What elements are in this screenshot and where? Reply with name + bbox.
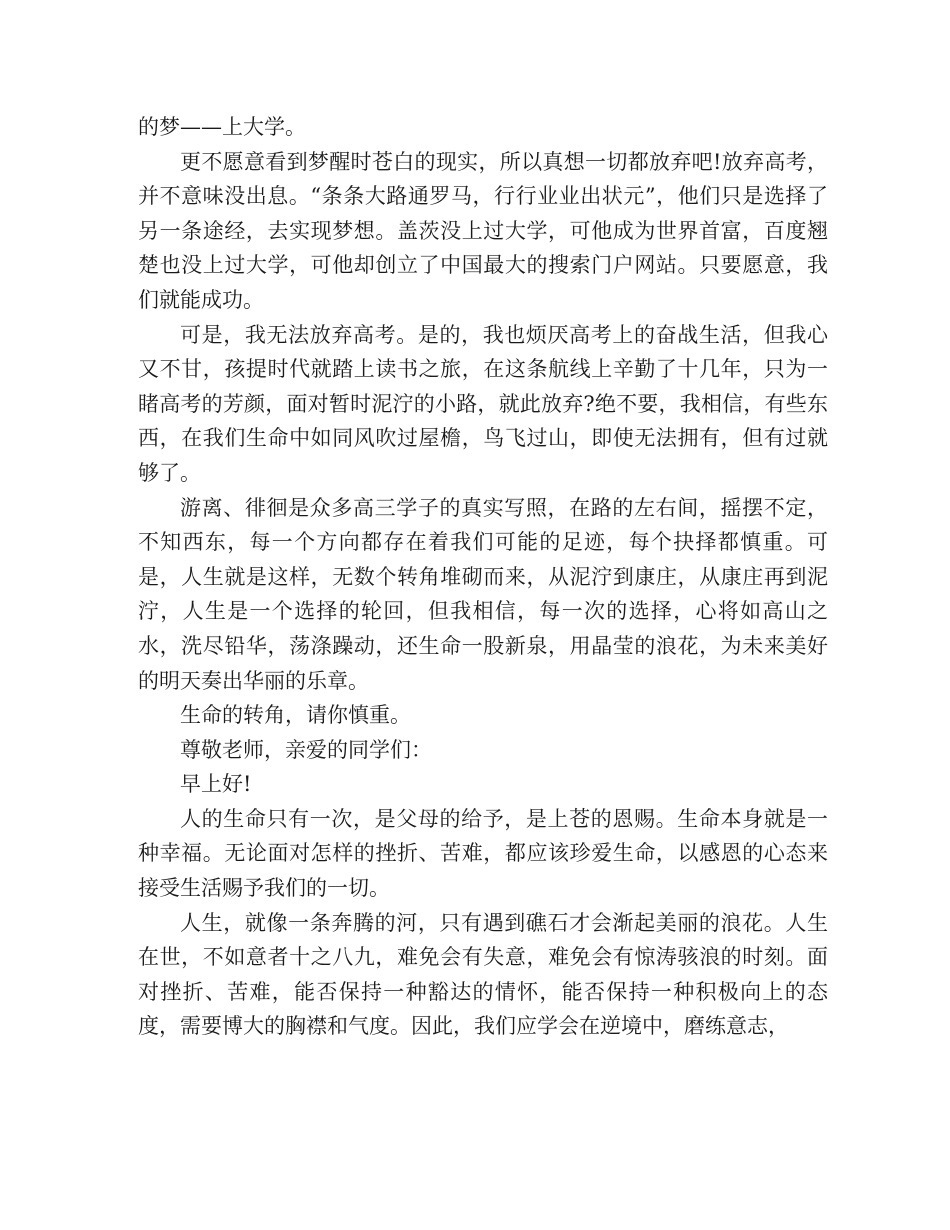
paragraph-2: 更不愿意看到梦醒时苍白的现实，所以真想一切都放弃吧!放弃高考，并不意味没出息。“条条大路通罗马，行行业业出状元”，他们只是选择了另一条途经，去实现梦想。盖茨没上过大学，可他成为世界首富，百度翘楚也没上过大学，可他却创立了中国最大的搜索门户网站。只要愿意，我们就能成功。 (138, 149, 828, 312)
paragraph-5: 生命的转角，请你慎重。 (180, 703, 411, 728)
salutation: 尊敬老师，亲爱的同学们： (180, 737, 432, 762)
paragraph-1: 的梦——上大学。 (138, 115, 306, 139)
paragraph-3: 可是，我无法放弃高考。是的，我也烦厌高考上的奋战生活，但我心又不甘，孩提时代就踏上读书之旅，在这条航线上辛勤了十几年，只为一睹高考的芳颜，面对暂时泥泞的小路，就此放弃?绝不要，我相信，有些东西，在我们生命中如同风吹过屋檐，鸟飞过山，即使无法拥有，但有过就够了。 (138, 322, 828, 485)
paragraph-8: 人的生命只有一次，是父母的给予，是上苍的恩赐。生命本身就是一种幸福。无论面对怎样的挫折、苦难，都应该珍爱生命，以感恩的心态来接受生活赐予我们的一切。 (138, 806, 828, 901)
paragraph-4: 游离、徘徊是众多高三学子的真实写照，在路的左右间，摇摆不定，不知西东，每一个方向都存在着我们可能的足迹，每个抉择都慎重。可是，人生就是这样，无数个转角堆砌而来，从泥泞到康庄，从康庄再到泥泞，人生是一个选择的轮回，但我相信，每一次的选择，心将如高山之水，洗尽铅华，荡涤躁动，还生命一股新泉，用晶莹的浪花，为未来美好的明天奏出华丽的乐章。 (138, 495, 828, 693)
paragraph-9: 人生，就像一条奔腾的河，只有遇到礁石才会渐起美丽的浪花。人生在世，不如意者十之八九，难免会有失意，难免会有惊涛骇浪的时刻。面对挫折、苦难，能否保持一种豁达的情怀，能否保持一种积极向上的态度，需要博大的胸襟和气度。因此，我们应学会在逆境中，磨练意志， (138, 910, 828, 1039)
document-body (138, 110, 828, 1044)
greeting: 早上好! (180, 772, 252, 797)
